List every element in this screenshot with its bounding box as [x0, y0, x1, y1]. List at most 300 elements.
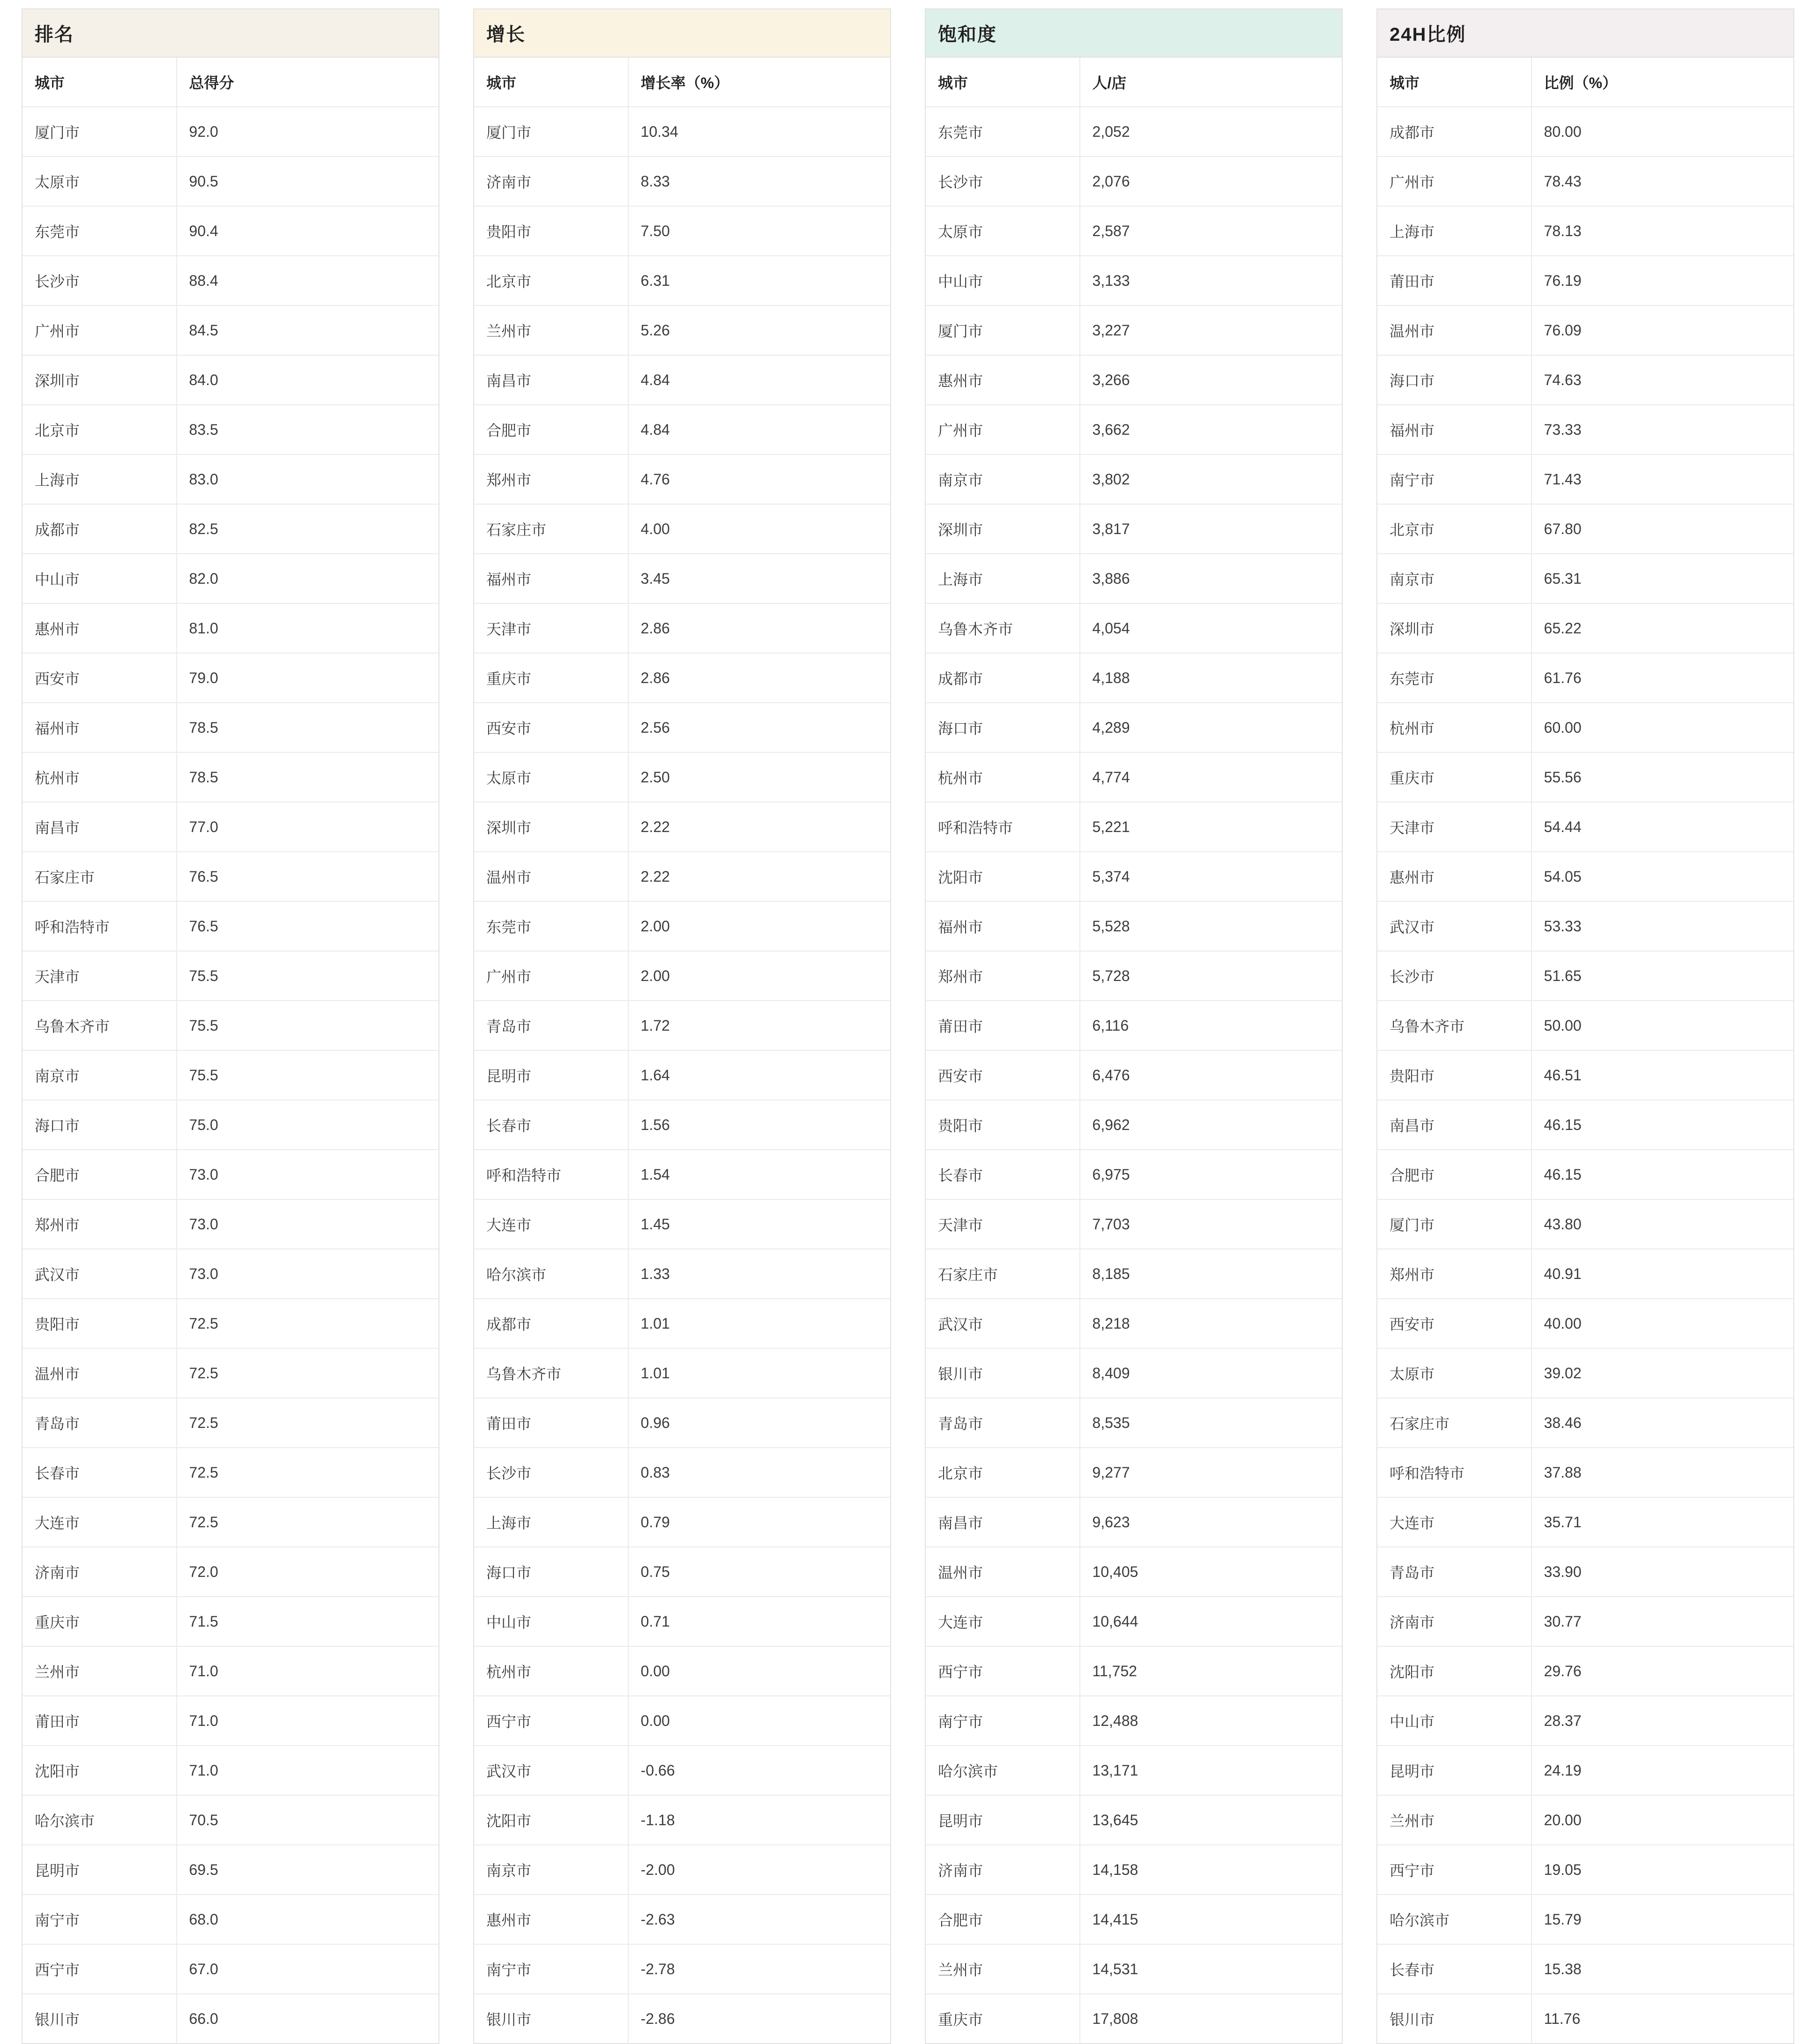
table-row	[1377, 603, 1793, 653]
city-cell: 广州市	[926, 405, 1080, 454]
value-cell: 79.0	[177, 653, 439, 703]
city-cell: 大连市	[926, 1597, 1080, 1646]
city-cell: 西安市	[474, 703, 628, 752]
table-row	[474, 1398, 890, 1448]
table-row	[1377, 1994, 1793, 2043]
table-row	[1377, 1199, 1793, 1249]
table-row	[474, 1845, 890, 1895]
table-body	[926, 107, 1342, 2043]
city-cell: 呼和浩特市	[474, 1150, 628, 1199]
value-cell: 2,587	[1080, 206, 1342, 256]
city-cell: 呼和浩特市	[22, 901, 177, 951]
table-row	[926, 1696, 1342, 1746]
city-cell: 海口市	[1377, 355, 1531, 405]
city-cell: 厦门市	[926, 305, 1080, 355]
value-cell: 80.00	[1531, 107, 1793, 156]
city-cell: 南京市	[926, 454, 1080, 504]
city-cell: 厦门市	[474, 107, 628, 156]
city-cell: 中山市	[474, 1597, 628, 1646]
value-cell: 13,171	[1080, 1746, 1342, 1795]
table-row	[22, 305, 439, 355]
city-cell: 天津市	[926, 1199, 1080, 1249]
value-cell: 82.5	[177, 504, 439, 554]
value-cell: 38.46	[1531, 1398, 1793, 1448]
value-cell: 77.0	[177, 802, 439, 852]
city-cell: 南宁市	[1377, 454, 1531, 504]
city-cell: 贵阳市	[1377, 1050, 1531, 1100]
table-row	[1377, 1547, 1793, 1597]
value-cell: 14,158	[1080, 1845, 1342, 1895]
table-row	[22, 1497, 439, 1547]
city-cell: 哈尔滨市	[1377, 1895, 1531, 1944]
table-row	[474, 1746, 890, 1795]
value-cell: 46.51	[1531, 1050, 1793, 1100]
table-row	[474, 653, 890, 703]
value-cell: 3,817	[1080, 504, 1342, 554]
value-cell: 2.22	[628, 852, 890, 901]
table-row	[926, 951, 1342, 1001]
table-row	[1377, 852, 1793, 901]
city-cell: 福州市	[1377, 405, 1531, 454]
value-cell: 53.33	[1531, 901, 1793, 951]
table-24h-ratio	[1376, 8, 1794, 2044]
table-row	[926, 1150, 1342, 1199]
column-header-ratio: 比例（%）	[1531, 58, 1793, 107]
city-cell: 西安市	[1377, 1299, 1531, 1348]
value-cell: 1.45	[628, 1199, 890, 1249]
city-cell: 长沙市	[22, 256, 177, 305]
table-row	[474, 1001, 890, 1050]
value-cell: 7,703	[1080, 1199, 1342, 1249]
table-row	[1377, 1696, 1793, 1746]
city-cell: 中山市	[926, 256, 1080, 305]
value-cell: 71.0	[177, 1646, 439, 1696]
value-cell: 68.0	[177, 1895, 439, 1944]
table-row	[926, 206, 1342, 256]
table-row	[1377, 1348, 1793, 1398]
value-cell: -2.63	[628, 1895, 890, 1944]
table-row	[926, 1199, 1342, 1249]
city-cell: 长春市	[474, 1100, 628, 1150]
value-cell: 66.0	[189, 2010, 218, 2027]
value-cell: 35.71	[1531, 1497, 1793, 1547]
city-cell: 昆明市	[1377, 1746, 1531, 1795]
value-cell: 29.76	[1531, 1646, 1793, 1696]
value-cell: 8,185	[1080, 1249, 1342, 1299]
city-cell: 广州市	[22, 305, 177, 355]
table-row	[474, 156, 890, 206]
value-cell: 2.00	[628, 951, 890, 1001]
table-row	[22, 355, 439, 405]
value-cell: 73.33	[1531, 405, 1793, 454]
value-cell: 55.56	[1531, 752, 1793, 802]
column-header-city: 城市	[926, 58, 1080, 107]
city-cell: 成都市	[926, 653, 1080, 703]
city-cell: 郑州市	[22, 1199, 177, 1249]
table-row	[926, 603, 1342, 653]
table-row	[1377, 1597, 1793, 1646]
value-cell: 76.19	[1531, 256, 1793, 305]
value-cell: 78.43	[1531, 156, 1793, 206]
table-row	[474, 1050, 890, 1100]
city-cell: 贵阳市	[22, 1299, 177, 1348]
table-row	[22, 703, 439, 752]
value-cell: 65.22	[1531, 603, 1793, 653]
table-row	[474, 256, 890, 305]
value-cell: 2.22	[628, 802, 890, 852]
table-row	[1377, 206, 1793, 256]
value-cell: 71.43	[1531, 454, 1793, 504]
city-cell: 大连市	[22, 1497, 177, 1547]
value-cell: 5,221	[1080, 802, 1342, 852]
city-cell: 长沙市	[474, 1448, 628, 1497]
city-cell: 南宁市	[474, 1944, 628, 1994]
table-row	[926, 1994, 1342, 2043]
value-cell: 46.15	[1531, 1100, 1793, 1150]
value-cell: 2.00	[628, 901, 890, 951]
table-row	[926, 852, 1342, 901]
city-cell: 南昌市	[22, 802, 177, 852]
city-cell: 南宁市	[926, 1696, 1080, 1746]
city-cell: 西安市	[22, 653, 177, 703]
table-row	[1377, 1150, 1793, 1199]
value-cell: 78.5	[177, 752, 439, 802]
table-row	[926, 1646, 1342, 1696]
value-cell: 84.0	[177, 355, 439, 405]
value-cell: 73.0	[177, 1199, 439, 1249]
table-row	[1377, 1944, 1793, 1994]
value-cell: 71.5	[177, 1597, 439, 1646]
city-cell: 莆田市	[1377, 256, 1531, 305]
value-cell: 76.5	[177, 901, 439, 951]
column-header-score: 总得分	[177, 58, 439, 107]
table-row	[1377, 1299, 1793, 1348]
city-cell: 沈阳市	[926, 852, 1080, 901]
table-row	[474, 1249, 890, 1299]
city-cell: 哈尔滨市	[22, 1795, 177, 1845]
table-row	[926, 653, 1342, 703]
table-row	[22, 554, 439, 603]
city-cell: 济南市	[474, 156, 628, 206]
city-cell: 广州市	[474, 951, 628, 1001]
city-cell: 长春市	[926, 1150, 1080, 1199]
growth-table	[474, 58, 890, 2043]
city-cell: 广州市	[1377, 156, 1531, 206]
value-cell: 14,415	[1080, 1895, 1342, 1944]
column-header-growth-rate: 增长率（%）	[628, 58, 890, 107]
city-cell: 武汉市	[1377, 901, 1531, 951]
table-row	[926, 1398, 1342, 1448]
city-cell: 银川市	[1377, 1994, 1531, 2043]
city-cell: 深圳市	[474, 802, 628, 852]
table-row	[22, 951, 439, 1001]
value-cell: 4,188	[1080, 653, 1342, 703]
value-cell: 54.44	[1531, 802, 1793, 852]
city-cell: 贵阳市	[474, 206, 628, 256]
table-row	[474, 1100, 890, 1150]
city-cell: 东莞市	[22, 206, 177, 256]
value-cell: 1.01	[628, 1299, 890, 1348]
table-row	[474, 1944, 890, 1994]
table-row	[22, 1249, 439, 1299]
table-row	[926, 752, 1342, 802]
city-cell: 北京市	[1377, 504, 1531, 554]
value-cell: 10,405	[1080, 1547, 1342, 1597]
value-cell: 5,728	[1080, 951, 1342, 1001]
value-cell: 72.0	[177, 1547, 439, 1597]
value-cell: 0.83	[628, 1448, 890, 1497]
saturation-table	[926, 58, 1342, 2043]
value-cell: 78.5	[177, 703, 439, 752]
table-row	[1377, 504, 1793, 554]
value-cell: 5,528	[1080, 901, 1342, 951]
city-cell: 沈阳市	[22, 1746, 177, 1795]
table-row	[1377, 1050, 1793, 1100]
city-cell: 温州市	[474, 852, 628, 901]
value-cell: 4,774	[1080, 752, 1342, 802]
value-cell: 3.45	[628, 554, 890, 603]
table-row	[1377, 256, 1793, 305]
table-row	[22, 1150, 439, 1199]
value-cell: 78.13	[1531, 206, 1793, 256]
city-cell: 成都市	[1377, 107, 1531, 156]
city-cell: 银川市	[22, 1994, 177, 2043]
value-cell: 7.50	[628, 206, 890, 256]
value-cell: 46.15	[1531, 1150, 1793, 1199]
value-cell: 10.34	[628, 107, 890, 156]
value-cell: 13,645	[1080, 1795, 1342, 1845]
city-cell: 太原市	[474, 752, 628, 802]
table-row	[474, 107, 890, 156]
table-row	[474, 1299, 890, 1348]
value-cell: 69.5	[177, 1845, 439, 1895]
value-cell: 75.5	[177, 951, 439, 1001]
value-cell: 82.0	[177, 554, 439, 603]
table-row	[1377, 802, 1793, 852]
column-header-city: 城市	[1377, 58, 1531, 107]
table-row	[926, 554, 1342, 603]
value-cell: 72.5	[177, 1448, 439, 1497]
table-row	[1377, 1895, 1793, 1944]
value-cell: 90.4	[177, 206, 439, 256]
value-cell: 3,133	[1080, 256, 1342, 305]
city-cell: 北京市	[474, 256, 628, 305]
table-row	[474, 1448, 890, 1497]
value-cell: 40.91	[1531, 1249, 1793, 1299]
city-cell: 乌鲁木齐市	[926, 603, 1080, 653]
ranking-table	[22, 58, 439, 2043]
city-cell: 西安市	[926, 1050, 1080, 1100]
city-cell: 海口市	[926, 703, 1080, 752]
city-cell: 郑州市	[926, 951, 1080, 1001]
city-cell: 合肥市	[22, 1150, 177, 1199]
city-cell: 杭州市	[474, 1646, 628, 1696]
value-cell: -2.86	[640, 2010, 675, 2027]
city-cell: 南京市	[1377, 554, 1531, 603]
city-cell: 石家庄市	[474, 504, 628, 554]
value-cell: 6,962	[1080, 1100, 1342, 1150]
city-cell: 石家庄市	[926, 1249, 1080, 1299]
table-row	[22, 1994, 439, 2043]
table-row	[474, 951, 890, 1001]
table-title-saturation: 饱和度	[926, 9, 1342, 58]
value-cell: 74.63	[1531, 355, 1793, 405]
value-cell: 1.33	[628, 1249, 890, 1299]
value-cell: 9,623	[1080, 1497, 1342, 1547]
city-cell: 青岛市	[926, 1398, 1080, 1448]
table-row	[474, 206, 890, 256]
table-row	[926, 703, 1342, 752]
table-row	[474, 703, 890, 752]
table-row	[474, 355, 890, 405]
table-row	[1377, 1746, 1793, 1795]
city-cell: 深圳市	[926, 504, 1080, 554]
value-cell: 84.5	[177, 305, 439, 355]
city-cell: 杭州市	[1377, 703, 1531, 752]
table-row	[22, 1050, 439, 1100]
table-row	[926, 1348, 1342, 1398]
city-cell: 武汉市	[22, 1249, 177, 1299]
table-row	[22, 1746, 439, 1795]
table-row	[22, 1597, 439, 1646]
value-cell: 37.88	[1531, 1448, 1793, 1497]
city-cell: 济南市	[22, 1547, 177, 1597]
value-cell: 72.5	[177, 1398, 439, 1448]
value-cell: 2,076	[1080, 156, 1342, 206]
city-cell: 合肥市	[926, 1895, 1080, 1944]
city-cell: 西宁市	[926, 1646, 1080, 1696]
value-cell: 2.86	[628, 653, 890, 703]
table-row	[1377, 405, 1793, 454]
value-cell: 2.86	[628, 603, 890, 653]
city-cell: 南昌市	[474, 355, 628, 405]
table-row	[1377, 355, 1793, 405]
value-cell: 54.05	[1531, 852, 1793, 901]
table-row	[22, 107, 439, 156]
value-cell: 15.79	[1531, 1895, 1793, 1944]
table-row	[926, 1448, 1342, 1497]
city-cell: 青岛市	[1377, 1547, 1531, 1597]
table-row	[474, 1547, 890, 1597]
city-cell: 中山市	[1377, 1696, 1531, 1746]
city-cell: 海口市	[474, 1547, 628, 1597]
value-cell: 6,476	[1080, 1050, 1342, 1100]
table-row	[926, 1100, 1342, 1150]
value-cell: 39.02	[1531, 1348, 1793, 1398]
value-cell: 0.71	[628, 1597, 890, 1646]
table-row	[926, 504, 1342, 554]
table-row	[1377, 1497, 1793, 1547]
table-row	[926, 1547, 1342, 1597]
value-cell: 8,218	[1080, 1299, 1342, 1348]
table-row	[22, 901, 439, 951]
table-row	[474, 454, 890, 504]
city-cell: 乌鲁木齐市	[1377, 1001, 1531, 1050]
table-saturation	[925, 8, 1343, 2044]
city-cell: 武汉市	[474, 1746, 628, 1795]
value-cell: 8,409	[1080, 1348, 1342, 1398]
table-row	[22, 1348, 439, 1398]
table-row	[1377, 1795, 1793, 1845]
table-row	[474, 504, 890, 554]
table-row	[474, 1348, 890, 1398]
value-cell: 15.38	[1531, 1944, 1793, 1994]
value-cell: 88.4	[177, 256, 439, 305]
table-row	[1377, 156, 1793, 206]
value-cell: 43.80	[1531, 1199, 1793, 1249]
table-row	[1377, 752, 1793, 802]
value-cell: 70.5	[177, 1795, 439, 1845]
city-cell: 合肥市	[1377, 1150, 1531, 1199]
value-cell: 12,488	[1080, 1696, 1342, 1746]
table-row	[926, 156, 1342, 206]
city-cell: 天津市	[1377, 802, 1531, 852]
value-cell: 50.00	[1531, 1001, 1793, 1050]
table-row	[22, 1845, 439, 1895]
table-row	[22, 1199, 439, 1249]
value-cell: 28.37	[1531, 1696, 1793, 1746]
table-row	[22, 1895, 439, 1944]
city-cell: 北京市	[926, 1448, 1080, 1497]
table-row	[22, 454, 439, 504]
city-cell: 沈阳市	[474, 1795, 628, 1845]
city-cell: 温州市	[1377, 305, 1531, 355]
table-row	[1377, 1100, 1793, 1150]
city-cell: 太原市	[1377, 1348, 1531, 1398]
city-cell: 长沙市	[926, 156, 1080, 206]
city-cell: 温州市	[926, 1547, 1080, 1597]
table-row	[926, 305, 1342, 355]
value-cell: 51.65	[1531, 951, 1793, 1001]
value-cell: 0.00	[628, 1646, 890, 1696]
table-row	[22, 1398, 439, 1448]
column-header-row	[22, 58, 439, 107]
value-cell: 9,277	[1080, 1448, 1342, 1497]
value-cell: 6,116	[1080, 1001, 1342, 1050]
table-row	[926, 1597, 1342, 1646]
value-cell: 76.5	[177, 852, 439, 901]
table-row	[926, 901, 1342, 951]
table-row	[474, 405, 890, 454]
city-cell: 东莞市	[926, 107, 1080, 156]
value-cell: 4.76	[628, 454, 890, 504]
city-cell: 呼和浩特市	[926, 802, 1080, 852]
value-cell: 4.84	[628, 405, 890, 454]
city-cell: 海口市	[22, 1100, 177, 1150]
table-row	[1377, 951, 1793, 1001]
city-cell: 莆田市	[474, 1398, 628, 1448]
table-row	[1377, 454, 1793, 504]
value-cell: 5.26	[628, 305, 890, 355]
table-row	[474, 1994, 890, 2043]
table-row	[22, 1944, 439, 1994]
table-row	[926, 1895, 1342, 1944]
table-row	[1377, 901, 1793, 951]
table-title-growth: 增长	[474, 9, 890, 58]
column-header-row	[1377, 58, 1793, 107]
city-cell: 石家庄市	[1377, 1398, 1531, 1448]
table-row	[22, 752, 439, 802]
city-cell: 厦门市	[1377, 1199, 1531, 1249]
table-row	[22, 504, 439, 554]
value-cell: 1.56	[628, 1100, 890, 1150]
city-cell: 成都市	[22, 504, 177, 554]
table-row	[474, 802, 890, 852]
city-cell: 乌鲁木齐市	[474, 1348, 628, 1398]
city-cell: 兰州市	[22, 1646, 177, 1696]
value-cell: 65.31	[1531, 554, 1793, 603]
table-row	[926, 1746, 1342, 1795]
